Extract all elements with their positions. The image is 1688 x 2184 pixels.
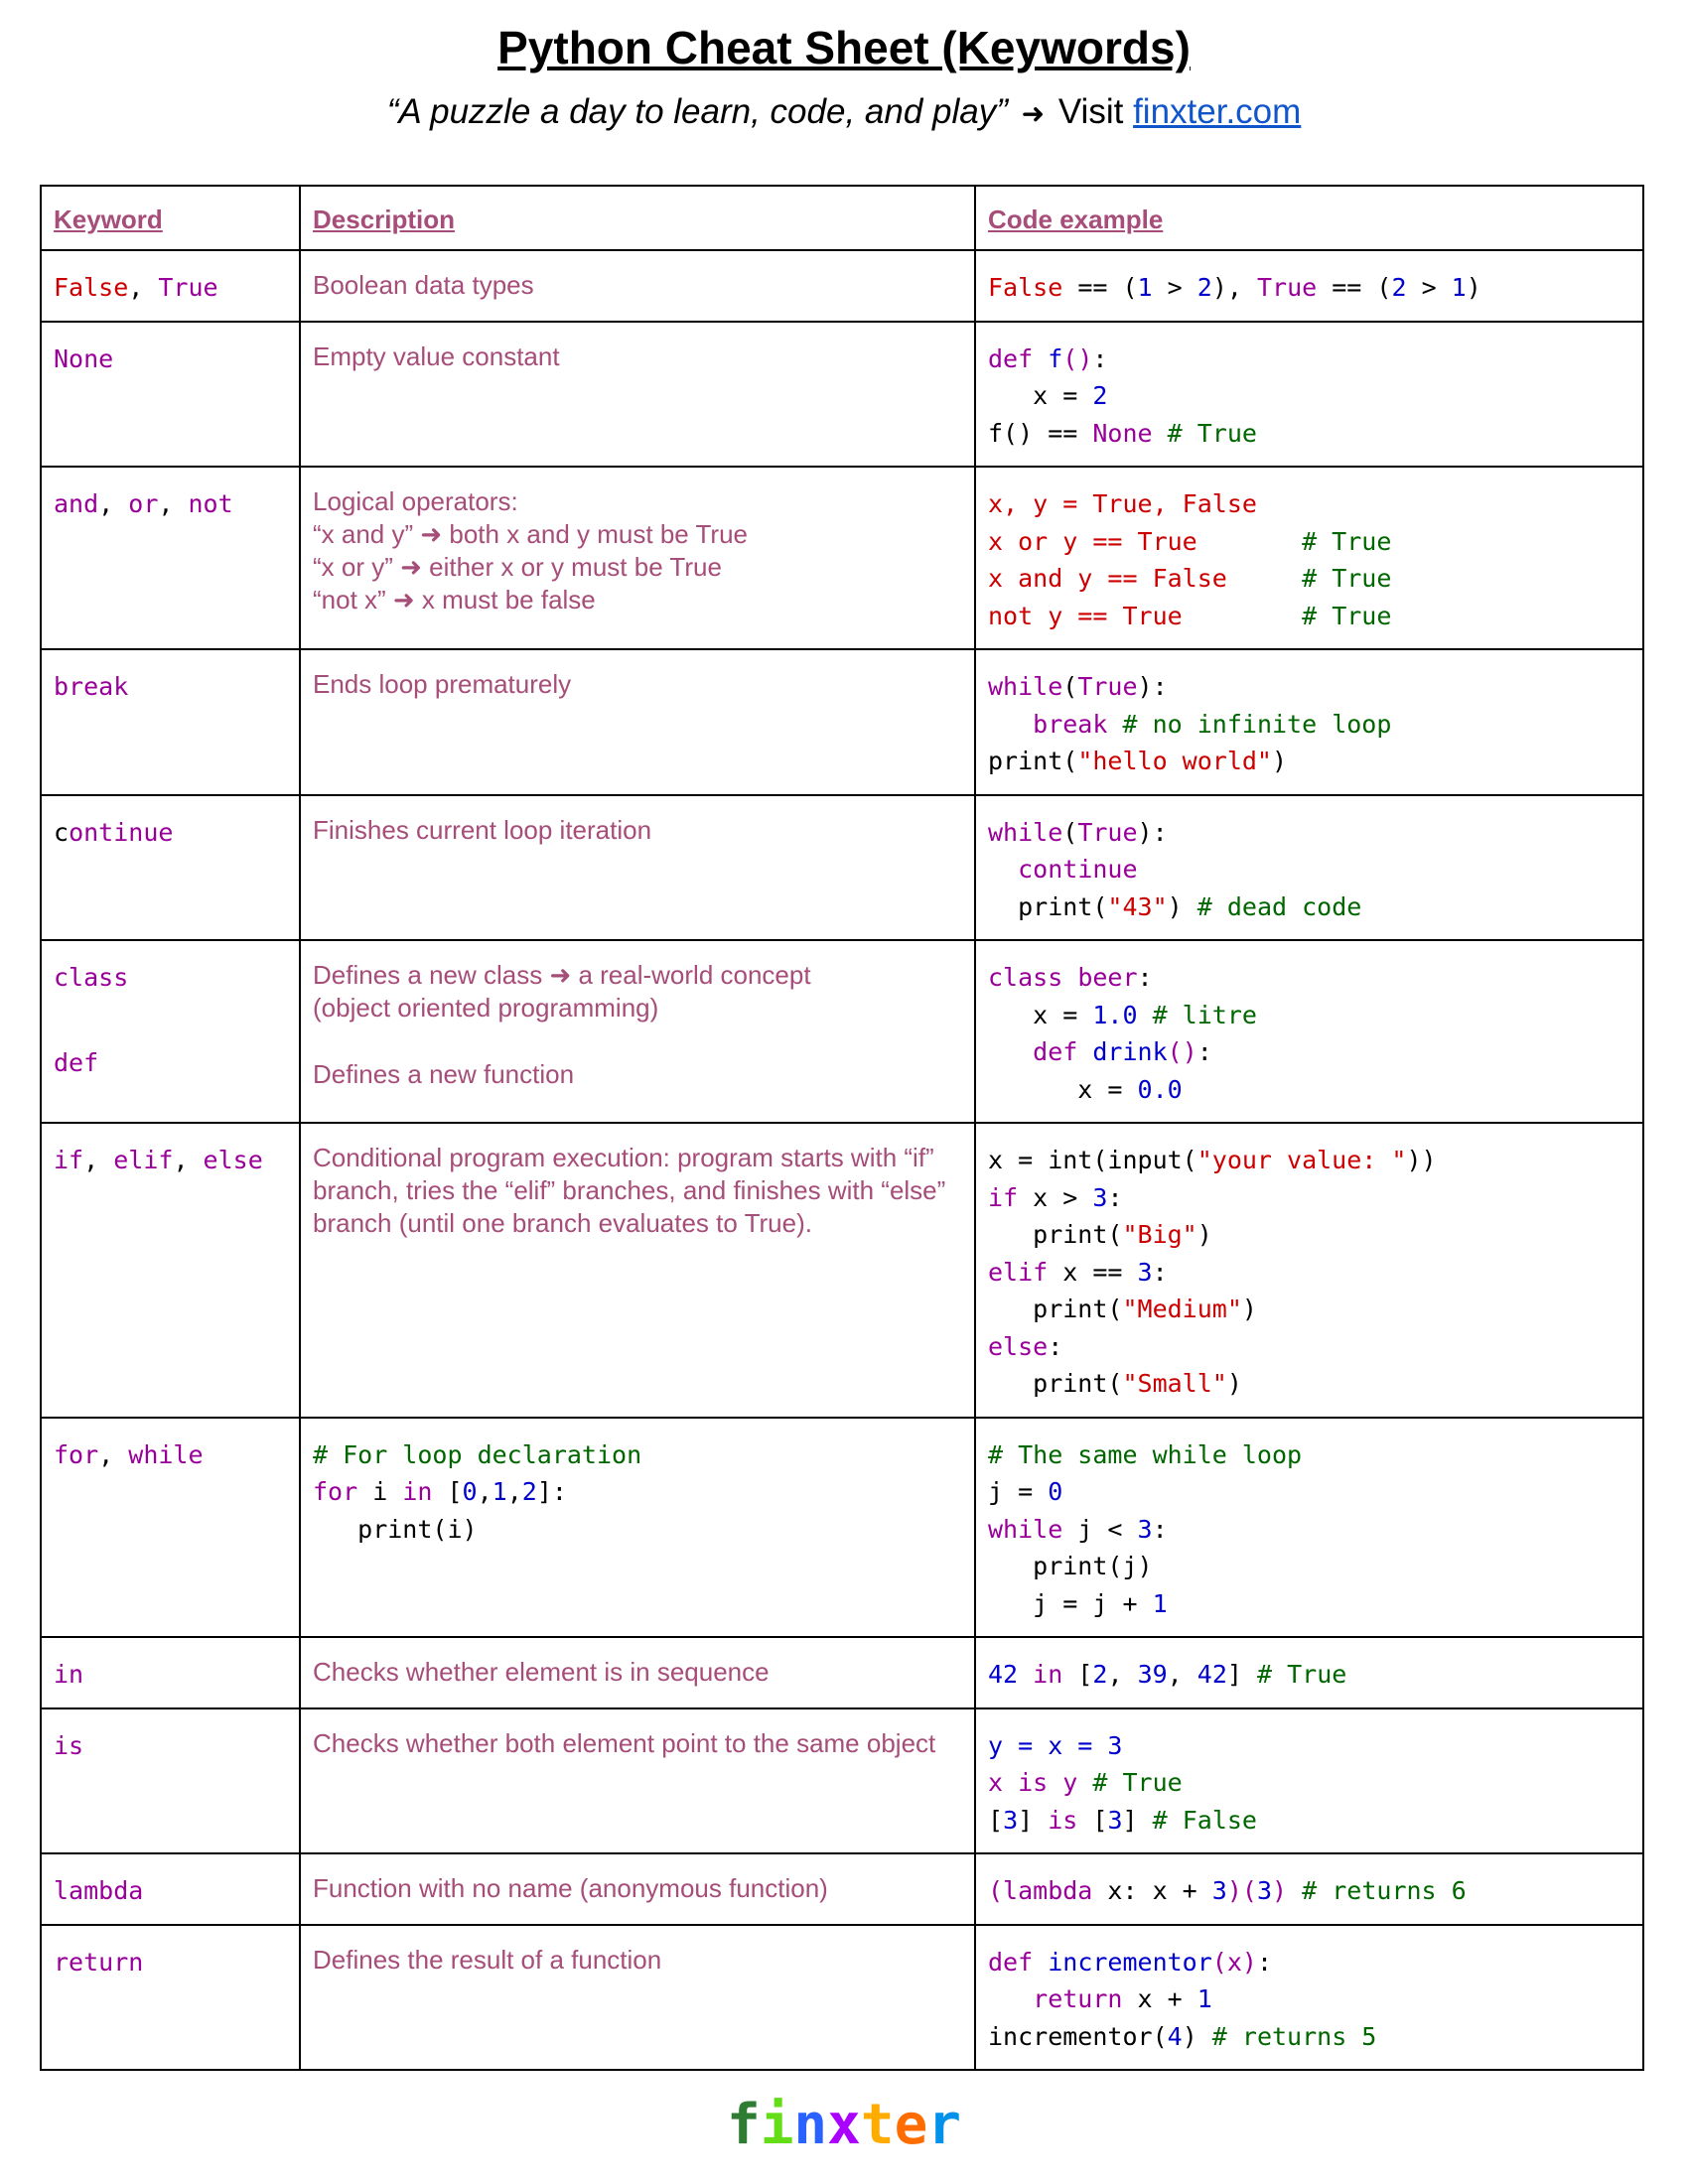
description-cell: Logical operators: “x and y” ➜ both x and y must be True “x or y” ➜ either x or y must be True “not x” ➜ x must be false xyxy=(300,467,975,649)
code-cell: while(True): break # no infinite loop print("hello world") xyxy=(975,649,1643,795)
table-row xyxy=(41,1708,1643,1854)
keyword-cell: break xyxy=(41,649,300,795)
arrow-right-icon: ➜ xyxy=(1021,98,1046,129)
table-row xyxy=(41,467,1643,649)
table-row xyxy=(41,649,1643,795)
visit-label: Visit xyxy=(1057,92,1124,131)
table-row xyxy=(41,940,1643,1123)
table-row xyxy=(41,1925,1643,2071)
code-cell: False == (1 > 2), True == (2 > 1) xyxy=(975,250,1643,322)
finxter-logo: finxter xyxy=(726,2093,962,2157)
table-row xyxy=(41,1637,1643,1708)
keyword-cell: and, or, not xyxy=(41,467,300,649)
code-cell: class beer: x = 1.0 # litre def drink(): x = 0.0 xyxy=(975,940,1643,1123)
keyword-cell: None xyxy=(41,322,300,468)
code-cell: while(True): continue print("43") # dead code xyxy=(975,795,1643,941)
description-cell: Defines the result of a function xyxy=(300,1925,975,2071)
table-header-row xyxy=(41,186,1643,250)
description-cell: Checks whether element is in sequence xyxy=(300,1637,975,1708)
description-cell: Empty value constant xyxy=(300,322,975,468)
description-cell: # For loop declaration for i in [0,1,2]: print(i) xyxy=(300,1418,975,1638)
keyword-cell: is xyxy=(41,1708,300,1854)
code-cell: x = int(input("your value: ")) if x > 3: print("Big") elif x == 3: print("Medium") else: print("Small") xyxy=(975,1123,1643,1418)
keywords-table xyxy=(40,185,1644,2071)
table-row xyxy=(41,250,1643,322)
keyword-cell: return xyxy=(41,1925,300,2071)
column-header-description: Description xyxy=(300,186,975,250)
keyword-cell: if, elif, else xyxy=(41,1123,300,1418)
code-cell: def incrementor(x): return x + 1 incrementor(4) # returns 5 xyxy=(975,1925,1643,2071)
keyword-cell: continue xyxy=(41,795,300,941)
description-cell: Boolean data types xyxy=(300,250,975,322)
code-cell: # The same while loop j = 0 while j < 3: print(j) j = j + 1 xyxy=(975,1418,1643,1638)
description-cell: Ends loop prematurely xyxy=(300,649,975,795)
table-row xyxy=(41,322,1643,468)
code-cell: 42 in [2, 39, 42] # True xyxy=(975,1637,1643,1708)
description-cell: Function with no name (anonymous function) xyxy=(300,1853,975,1925)
code-cell: def f(): x = 2 f() == None # True xyxy=(975,322,1643,468)
table-row xyxy=(41,1853,1643,1925)
description-cell: Defines a new class ➜ a real-world concept (object oriented programming) Defines a new function xyxy=(300,940,975,1123)
finxter-link[interactable]: finxter.com xyxy=(1133,92,1302,131)
column-header-keyword: Keyword xyxy=(41,186,300,250)
code-cell: x, y = True, False x or y == True # True x and y == False # True not y == True # True xyxy=(975,467,1643,649)
description-cell: Checks whether both element point to the same object xyxy=(300,1708,975,1854)
header xyxy=(0,18,1688,139)
column-header-code: Code example xyxy=(975,186,1643,250)
description-cell: Finishes current loop iteration xyxy=(300,795,975,941)
table-row xyxy=(41,1123,1643,1418)
keyword-cell: class def xyxy=(41,940,300,1123)
code-cell: y = x = 3 x is y # True [3] is [3] # False xyxy=(975,1708,1643,1854)
subtitle xyxy=(0,87,1688,139)
page-title: Python Cheat Sheet (Keywords) xyxy=(497,22,1191,73)
table-row xyxy=(41,1418,1643,1638)
keyword-cell: False, True xyxy=(41,250,300,322)
keyword-cell: for, while xyxy=(41,1418,300,1638)
table-row xyxy=(41,795,1643,941)
tagline: “A puzzle a day to learn, code, and play” xyxy=(386,92,1008,131)
keyword-cell: in xyxy=(41,1637,300,1708)
description-cell: Conditional program execution: program starts with “if” branch, tries the “elif” branches, and finishes with “else” branch (until one branch evaluates to True). xyxy=(300,1123,975,1418)
code-cell: (lambda x: x + 3)(3) # returns 6 xyxy=(975,1853,1643,1925)
keyword-cell: lambda xyxy=(41,1853,300,1925)
